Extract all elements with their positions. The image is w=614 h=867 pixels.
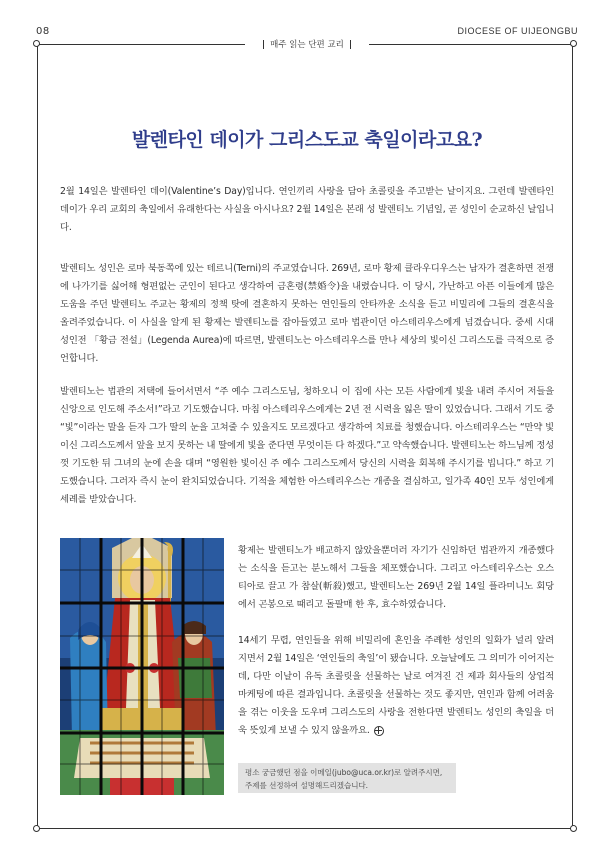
page-number: 08 bbox=[36, 26, 50, 37]
frame-corner-top-left bbox=[33, 40, 40, 47]
series-label-divider-right bbox=[350, 40, 351, 49]
publisher-label: DIOCESE OF UIJEONGBU bbox=[457, 26, 578, 36]
frame-corner-top-right bbox=[570, 40, 577, 47]
stained-glass-illustration bbox=[60, 538, 224, 795]
series-label bbox=[245, 38, 369, 52]
frame-corner-bottom-right bbox=[570, 825, 577, 832]
stained-glass-saint-image bbox=[60, 538, 224, 795]
paragraph-4: 황제는 발렌티노가 배교하지 않았을뿐더러 자기가 신임하던 법관까지 개종했다는 소식을 듣고는 분노해서 그들을 체포했습니다. 그리고 아스테리우스는 오스티아로 끌고 가 참살(斬殺)했고, 발렌티노는 269년 2월 14일 플라미니노 회당에서 곤봉으로 때리고 돌팔매 한 후, 효수하였습니다. bbox=[238, 545, 554, 610]
paragraph-5-text: 14세기 무렵, 연인들을 위해 비밀리에 혼인을 주례한 성인의 일화가 널리 알려지면서 2월 14일은 ‘연인들의 축일’이 됐습니다. 오늘날에도 그 의미가 이어지는데, 다만 이날이 유독 초콜릿을 선물하는 날로 여겨진 건 제과 회사들의 상업적 마케팅에 따른 결과입니다. 초콜릿을 선물하는 것도 좋지만, 연인과 함께 어려움을 겪는 이웃을 도우며 그리스도의 사랑을 전한다면 발렌티노 성인의 축일을 더욱 뜻있게 보낼 수 있지 않을까요. bbox=[238, 635, 554, 736]
contact-note bbox=[238, 763, 456, 793]
frame-corner-bottom-left bbox=[33, 825, 40, 832]
series-label-text: 매주 읽는 단편 교리 bbox=[270, 40, 344, 50]
series-label-divider-left bbox=[263, 40, 264, 49]
cross-circle-icon bbox=[374, 726, 384, 736]
paragraph-2: 발렌티노 성인은 로마 북동쪽에 있는 테르니(Terni)의 주교였습니다. 269년, 로마 황제 클라우디우스는 남자가 결혼하면 전쟁에 나가기를 싫어해 형편없는 군인이 된다고 생각하여 금혼령(禁婚令)을 내렸습니다. 이 당시, 가난하고 아픈 이들에게 많은 도움을 주던 발렌티노 주교는 황제의 정책 탓에 결혼하지 못하는 연인들의 안타까운 소식을 듣고 비밀리에 그들의 결혼식을 올려주었습니다. 이 사실을 알게 된 황제는 발렌티노를 잡아들였고 로마 법관이던 아스테리우스에게 넘겼습니다. 중세 시대 성인전 「황금 전설」(Legenda Aurea)에 따르면, 발렌티노는 아스테리우스를 만나 세상의 빛이신 그리스도를 극적으로 증언합니다. bbox=[60, 263, 554, 364]
contact-note-line-1: 평소 궁금했던 점을 이메일(jubo@uca.or.kr)로 알려주시면, bbox=[245, 768, 443, 777]
contact-note-line-2: 주제를 선정하여 설명해드리겠습니다. bbox=[245, 781, 369, 790]
paragraph-1: 2월 14일은 발렌타인 데이(Valentine’s Day)입니다. 연인끼리 사랑을 담아 초콜릿을 주고받는 날이지요. 그런데 발렌타인 데이가 우리 교회의 축일에서 유래한다는 사실을 아시나요? 2월 14일은 본래 성 발렌티노 기념일, 곧 성인이 순교하신 날입니다. bbox=[60, 186, 554, 233]
paragraph-3: 발렌티노는 법관의 저택에 들어서면서 “주 예수 그리스도님, 청하오니 이 집에 사는 모든 사람에게 빛을 내려 주시어 저들을 신앙으로 인도해 주소서!”라고 기도했습니다. 마침 아스테리우스에게는 2년 전 시력을 잃은 딸이 있었습니다. 그래서 기도 중 “빛”이라는 말을 듣자 그가 딸의 눈을 고쳐줄 수 있을지도 모르겠다고 생각하여 치료를 청했습니다. 아스테리우스는 “만약 빛이신 그리스도께서 앞을 보지 못하는 내 딸에게 빛을 준다면 무엇이든 다 하겠다.”고 약속했습니다. 발렌티노는 하느님께 정성껏 기도한 뒤 그녀의 눈에 손을 대며 “영원한 빛이신 주 예수 그리스도께서 당신의 시력을 회복해 주시기를 빕니다.” 하고 기도했습니다. 그러자 즉시 눈이 완치되었습니다. 기적을 체험한 아스테리우스는 개종을 결심하고, 일가족 40인 모두 성인에게 세례를 받았습니다. bbox=[60, 386, 554, 505]
article-title: 발렌타인 데이가 그리스도교 축일이라고요? bbox=[131, 128, 483, 151]
paragraph-5 bbox=[238, 632, 554, 740]
